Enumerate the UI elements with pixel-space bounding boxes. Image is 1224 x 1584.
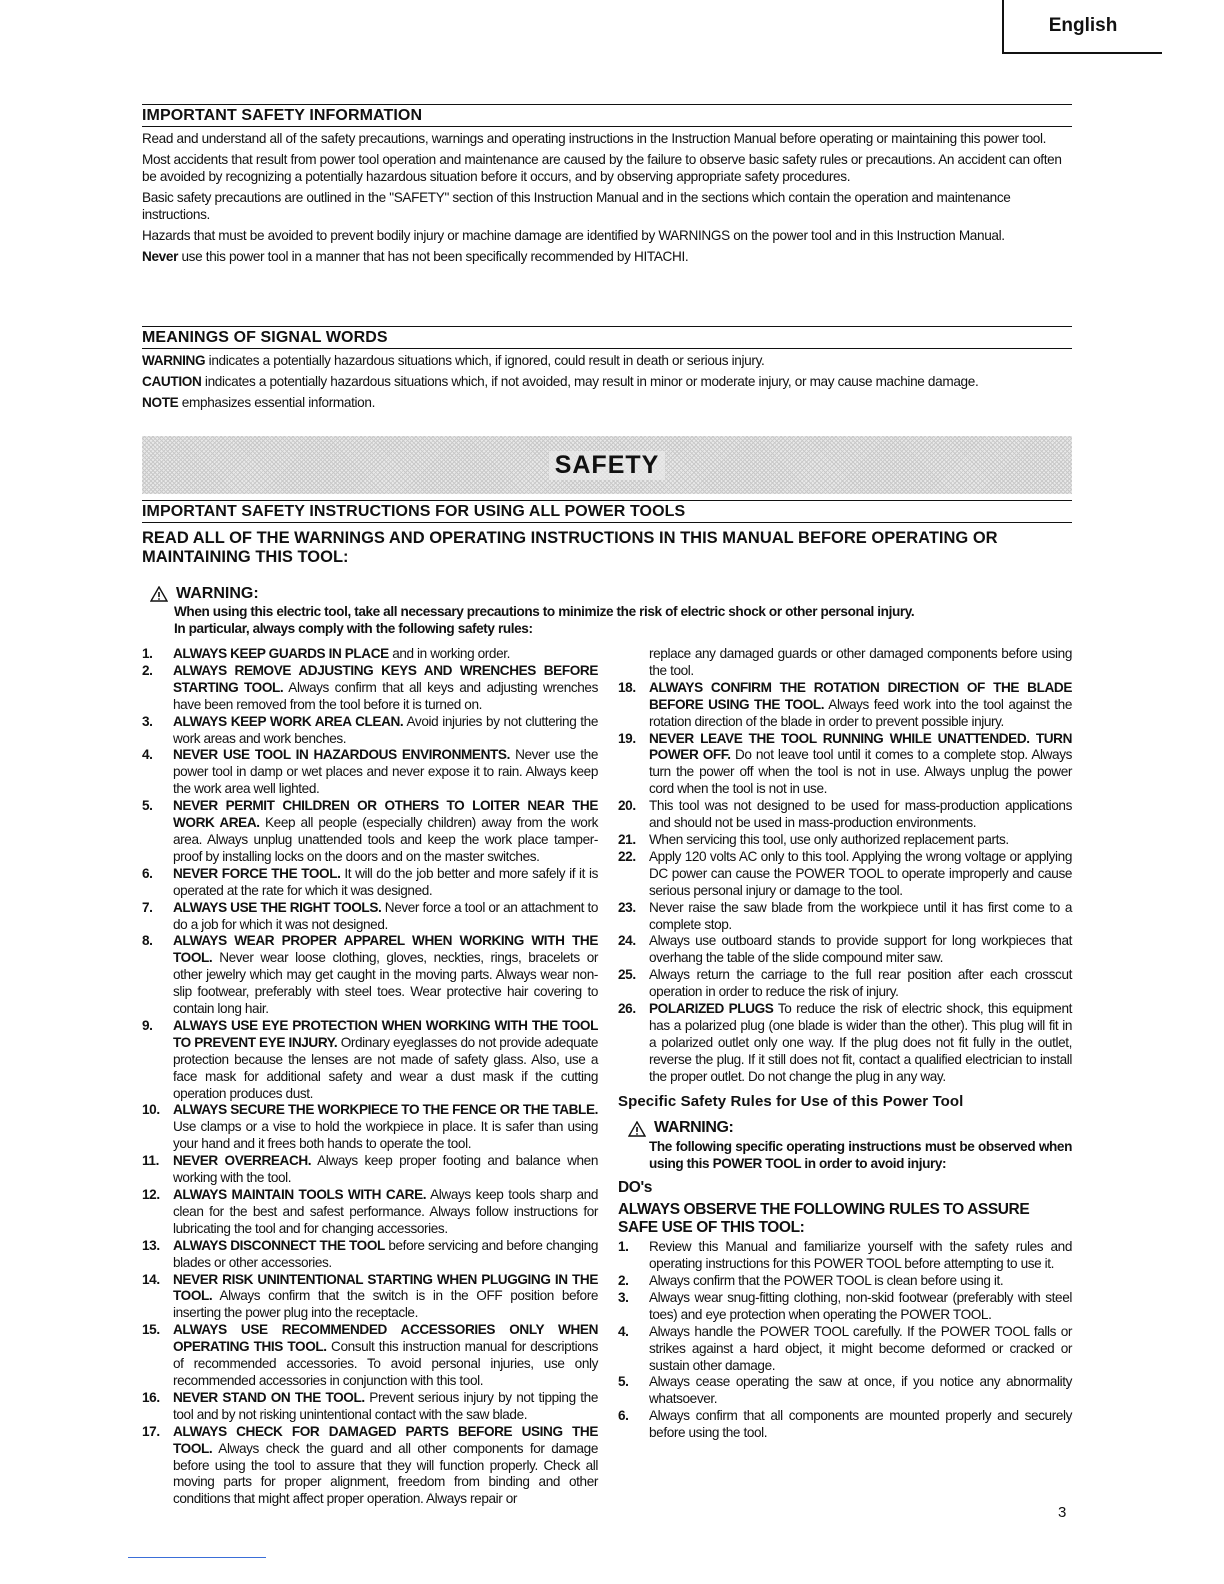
- section-title: MEANINGS OF SIGNAL WORDS: [142, 326, 1072, 349]
- item-number: 2.: [142, 662, 153, 678]
- item-number: 20.: [618, 798, 636, 814]
- item-number: 5.: [142, 798, 153, 814]
- safety-rule-item: [142, 866, 598, 900]
- item-number: 1.: [142, 646, 153, 661]
- safety-rule-item: [618, 900, 1072, 934]
- warning-triangle-icon: [628, 1121, 646, 1137]
- safety-rule-item: [142, 1322, 598, 1390]
- bottom-rule: [128, 1557, 266, 1558]
- paragraph: Hazards that must be avoided to prevent bodily injury or machine damage are identified by WARNINGS on the power tool and in this Instruction Manual.: [142, 228, 1005, 243]
- safety-rule-item: [142, 1272, 598, 1323]
- item-text: [649, 731, 1072, 799]
- item-bold-lead: ALWAYS CONFIRM THE ROTATION DIRECTION OF THE BLADE BEFORE USING THE TOOL.: [649, 679, 1072, 712]
- item-number: 22.: [618, 848, 636, 864]
- signal-note: [142, 394, 1072, 411]
- safety-rule-item: [618, 832, 1072, 849]
- item-number: 25.: [618, 967, 636, 983]
- specific-warning-text: The following specific operating instructions must be observed when using this POWER TOOL in order to avoid injury:: [649, 1139, 1072, 1172]
- item-text: [173, 663, 598, 714]
- right-items-list: [618, 680, 1072, 1086]
- do-rule-item: [618, 1374, 1072, 1408]
- item-text: [649, 798, 1072, 832]
- safety-rule-item: [618, 1001, 1072, 1086]
- warning-label: WARNING:: [654, 1119, 734, 1137]
- important-safety-information-section: [142, 104, 1072, 269]
- item-text: [173, 1390, 598, 1424]
- item-rest: To reduce the risk of electric shock, this equipment has a polarized plug (one blade is wider than the other). This plug will fit in a polarized outlet only one way. If the plug does not fit fully in the outlet, reverse the plug. If it still does not fit, contact a qualified electrician to install the proper outlet. Do not change the plug in any way.: [649, 1001, 1072, 1084]
- item-rest: Apply 120 volts AC only to this tool. Applying the wrong voltage or applying DC power can cause the POWER TOOL to operate improperly and cause serious personal injury or damage to the tool.: [649, 848, 1072, 898]
- item-number: 4.: [142, 747, 153, 763]
- safety-rule-item: [618, 849, 1072, 900]
- item-rest: Never force a tool or an attachment to do a job for which it was not designed.: [173, 899, 598, 932]
- item-bold-lead: NEVER RISK UNINTENTIONAL STARTING WHEN PLUGGING IN THE TOOL.: [173, 1271, 598, 1304]
- item-text: [649, 832, 1072, 849]
- warning-heading: [150, 585, 1072, 603]
- safety-rule-item: [142, 1390, 598, 1424]
- bold-lead: NOTE: [142, 395, 179, 410]
- item-rest: Never wear loose clothing, gloves, neckties, rings, bracelets or other jewelry which may get caught in the moving parts. Always wear non-slip footwear, preferably with steel toes. Wear protective hair covering to contain long hair.: [173, 950, 598, 1017]
- safety-banner: [142, 436, 1072, 494]
- item-rest: When servicing this tool, use only authorized replacement parts.: [649, 831, 1009, 847]
- item-number: 6.: [142, 865, 153, 881]
- dos-heading: DO's: [618, 1179, 652, 1197]
- item-bold-lead: ALWAYS DISCONNECT THE TOOL: [173, 1237, 385, 1253]
- item-text: [173, 1153, 598, 1187]
- item-rest: Keep all people (especially children) away from the work area. Always unplug unattended tools and keep the work place tamper-proof by installing locks on the doors and on the master switches.: [173, 815, 598, 864]
- item-text: [173, 747, 598, 798]
- safety-rule-item: [142, 1424, 598, 1509]
- item-bold-lead: ALWAYS CHECK FOR DAMAGED PARTS BEFORE USING THE TOOL.: [173, 1423, 598, 1456]
- item-rest: Use clamps or a vise to hold the workpiece in place. It is safer than using your hand and it frees both hands to operate the tool.: [173, 1119, 598, 1152]
- item-rest: Always feed work into the tool against the rotation direction of the blade in order to prevent possible injury.: [649, 696, 1073, 729]
- signal-words-section: [142, 326, 1072, 415]
- item-rest: and in working order.: [388, 646, 510, 661]
- item-number: 8.: [142, 933, 153, 949]
- item-text: [649, 849, 1072, 900]
- item-number: 16.: [142, 1389, 160, 1405]
- item-bold-lead: NEVER OVERREACH.: [173, 1153, 312, 1169]
- item-number: 11.: [142, 1153, 159, 1169]
- item-bold-lead: NEVER FORCE THE TOOL.: [173, 865, 341, 881]
- safety-rule-item: [142, 1153, 598, 1187]
- item-rest: Consult this instruction manual for descriptions of recommended accessories. To avoid personal injuries, use only recommended accessories in conjunction with this tool.: [173, 1339, 599, 1388]
- item-bold-lead: ALWAYS WEAR PROPER APPAREL WHEN WORKING WITH THE TOOL.: [173, 933, 598, 966]
- signal-caution: [142, 373, 1072, 390]
- left-column: [142, 646, 598, 1508]
- item-number: 3.: [142, 713, 153, 729]
- safety-rule-item: [142, 663, 598, 714]
- bold-lead: WARNING: [142, 353, 206, 368]
- item-bold-lead: ALWAYS SECURE THE WORKPIECE TO THE FENCE OR THE TABLE.: [173, 1102, 598, 1118]
- safety-rule-item: [142, 900, 598, 934]
- bold-lead: CAUTION: [142, 374, 202, 389]
- safety-rule-item: [142, 933, 598, 1018]
- read-all-heading: READ ALL OF THE WARNINGS AND OPERATING INSTRUCTIONS IN THIS MANUAL BEFORE OPERATING OR MAINTAINING THIS TOOL:: [142, 529, 998, 566]
- do-rule-item: [618, 1290, 1072, 1324]
- item-bold-lead: NEVER LEAVE THE TOOL RUNNING WHILE UNATTENDED. TURN POWER OFF.: [649, 730, 1072, 763]
- item-text: [173, 1424, 598, 1509]
- item-rest: Always use outboard stands to provide support for long workpieces that overhang the table of the slide compound miter saw.: [649, 933, 1072, 966]
- paragraph-rest: indicates a potentially hazardous situations which, if ignored, could result in death or serious injury.: [205, 353, 765, 368]
- do-rule-item: [618, 1408, 1072, 1442]
- warning-text-2: In particular, always comply with the following safety rules:: [174, 621, 533, 636]
- item-number: 10.: [142, 1102, 160, 1118]
- safety-rule-item: [142, 1187, 598, 1238]
- warning-triangle-icon: [150, 586, 168, 602]
- item-number: 26.: [618, 1001, 636, 1017]
- safety-rule-item: [142, 714, 598, 748]
- item-text: Always wear snug-fitting clothing, non-skid footwear (preferably with steel toes) and eye protection when operating the POWER TOOL.: [649, 1289, 1072, 1322]
- item-number: 9.: [142, 1017, 153, 1033]
- language-tab: [1002, 0, 1162, 54]
- item-number: 18.: [618, 679, 636, 695]
- item-bold-lead: ALWAYS USE THE RIGHT TOOLS.: [173, 899, 382, 915]
- item-rest: Avoid injuries by not cluttering the work areas and work benches.: [173, 713, 598, 746]
- item-text: [173, 1018, 598, 1103]
- safety-rule-item: [618, 933, 1072, 967]
- item-number: 7.: [142, 899, 153, 915]
- item-number: 17.: [142, 1423, 160, 1439]
- paragraph: Most accidents that result from power tool operation and maintenance are caused by the failure to observe basic safety rules or precautions. An accident can often be avoided by recognizing a potentially hazardous situation before it occurs, and by observing appropriate safety procedures.: [142, 152, 1062, 184]
- item-bold-lead: ALWAYS USE RECOMMENDED ACCESSORIES ONLY WHEN OPERATING THIS TOOL.: [173, 1322, 598, 1355]
- item-text: [649, 967, 1072, 1001]
- item-bold-lead: POLARIZED PLUGS: [649, 1001, 774, 1017]
- item-number: 12.: [142, 1187, 160, 1202]
- item-rest: Always confirm that all keys and adjusting wrenches have been removed from the tool before it is turned on.: [173, 679, 598, 712]
- item-text: [649, 680, 1072, 731]
- section-title: IMPORTANT SAFETY INFORMATION: [142, 104, 1072, 127]
- item-bold-lead: ALWAYS REMOVE ADJUSTING KEYS AND WRENCHES BEFORE STARTING TOOL.: [173, 662, 598, 695]
- item-bold-lead: ALWAYS KEEP WORK AREA CLEAN.: [173, 713, 404, 729]
- item-rest: This tool was not designed to be used for mass-production applications and should not be used in mass-production environments.: [649, 798, 1072, 831]
- always-observe-heading: ALWAYS OBSERVE THE FOLLOWING RULES TO ASSURE SAFE USE OF THIS TOOL:: [618, 1201, 1030, 1237]
- item-bold-lead: ALWAYS MAINTAIN TOOLS WITH CARE.: [173, 1187, 427, 1202]
- paragraph-rest: emphasizes essential information.: [178, 395, 376, 410]
- item-rest: Never raise the saw blade from the workpiece until it has first come to a complete stop.: [649, 899, 1072, 932]
- item-text: Always cease operating the saw at once, if you notice any abnormality whatsoever.: [649, 1374, 1072, 1407]
- item-text: [173, 1272, 598, 1323]
- safety-rule-item: [618, 680, 1072, 731]
- warning-text-1: When using this electric tool, take all necessary precautions to minimize the risk of electric shock or other personal injury.: [174, 604, 915, 619]
- item-number: 3.: [618, 1289, 629, 1305]
- item-text: [173, 933, 598, 1018]
- item-rest: Always keep tools sharp and clean for the best and safest performance. Always follow instructions for lubricating the tool and for changing accessories.: [173, 1187, 598, 1236]
- paragraph-rest: indicates a potentially hazardous situations which, if not avoided, may result in minor or moderate injury, or may cause machine damage.: [201, 374, 979, 389]
- item-number: 24.: [618, 933, 636, 949]
- item-rest: It will do the job better and more safely if it is operated at the rate for which it was designed.: [173, 865, 598, 898]
- item-bold-lead: NEVER STAND ON THE TOOL.: [173, 1389, 365, 1405]
- safety-rule-item: [618, 798, 1072, 832]
- item-rest: Always keep proper footing and balance when working with the tool.: [173, 1153, 598, 1186]
- item-number: 13.: [142, 1237, 160, 1253]
- safety-instructions-section: [142, 500, 1072, 637]
- safety-rule-item: [142, 798, 598, 866]
- safety-rule-item: [142, 747, 598, 798]
- bold-lead: Never: [142, 249, 179, 264]
- section-title: IMPORTANT SAFETY INSTRUCTIONS FOR USING ALL POWER TOOLS: [142, 500, 1072, 523]
- item-text: [173, 900, 598, 934]
- item-number: 14.: [142, 1271, 160, 1287]
- item-rest: Always confirm that the switch is in the OFF position before inserting the power plug into the receptacle.: [173, 1288, 598, 1321]
- safety-banner-title: SAFETY: [549, 451, 666, 480]
- item-text: [173, 1238, 598, 1272]
- item-rest: Prevent serious injury by not tipping the tool and by not risking unintentional contact with the saw blade.: [173, 1389, 598, 1422]
- safety-rule-item: [142, 1018, 598, 1103]
- item-rest: Always check the guard and all other components for damage before using the tool to assure that they will function properly. Check all moving parts for proper alignment, freedom from binding and other conditions that might affect proper operation. Always repair or: [173, 1440, 598, 1507]
- item-number: 23.: [618, 899, 636, 915]
- item-rest: Never use the power tool in damp or wet places and never expose it to rain. Always keep the work area well lighted.: [173, 747, 598, 797]
- item-bold-lead: ALWAYS USE EYE PROTECTION WHEN WORKING WITH THE TOOL TO PREVENT EYE INJURY.: [173, 1017, 598, 1050]
- item-rest: Always return the carriage to the full rear position after each crosscut operation in order to reduce the risk of injury.: [649, 967, 1072, 1000]
- item-text: [173, 646, 598, 663]
- item-number: 4.: [618, 1323, 629, 1339]
- item-bold-lead: NEVER PERMIT CHILDREN OR OTHERS TO LOITER NEAR THE WORK AREA.: [173, 798, 598, 831]
- do-rule-item: [618, 1324, 1072, 1375]
- item-text: [649, 933, 1072, 967]
- item-text: [173, 1102, 598, 1153]
- paragraph: Basic safety precautions are outlined in the "SAFETY" section of this Instruction Manual and in the sections which contain the operation and maintenance instructions.: [142, 190, 1011, 222]
- item-text: [173, 1322, 598, 1390]
- item-rest: before servicing and before changing blades or other accessories.: [173, 1237, 598, 1270]
- do-rule-item: [618, 1239, 1072, 1273]
- dos-list: [618, 1239, 1072, 1442]
- page-number: 3: [1058, 1504, 1067, 1521]
- item-bold-lead: NEVER USE TOOL IN HAZARDOUS ENVIRONMENTS.: [173, 747, 510, 763]
- item-text: [173, 798, 598, 866]
- item-number: 6.: [618, 1408, 629, 1424]
- item-17-continuation: replace any damaged guards or other damaged components before using the tool.: [649, 646, 1072, 678]
- item-number: 5.: [618, 1374, 629, 1390]
- warning-label: WARNING:: [176, 585, 259, 602]
- item-number: 2.: [618, 1273, 629, 1288]
- paragraph: Read and understand all of the safety precautions, warnings and operating instructions in the Instruction Manual before operating or maintaining this power tool.: [142, 131, 1047, 146]
- item-text: [649, 900, 1072, 934]
- specific-warning-heading: [628, 1120, 1072, 1137]
- item-text: [173, 714, 598, 748]
- right-column: [618, 646, 1072, 1442]
- signal-warning: [142, 352, 1072, 369]
- item-text: [173, 1187, 598, 1238]
- item-text: Always handle the POWER TOOL carefully. If the POWER TOOL falls or strikes against a hard object, it might become deformed or cracked or sustain other damage.: [649, 1323, 1072, 1373]
- item-number: 1.: [618, 1239, 629, 1255]
- item-rest: Ordinary eyeglasses do not provide adequate protection because the lenses are not made of safety glass. Also, use a face mask for additional safety and wear a dust mask if the cutting operation produces dust.: [173, 1034, 598, 1101]
- item-text: Always confirm that all components are mounted properly and securely before using the tool.: [649, 1408, 1072, 1441]
- paragraph-rest: use this power tool in a manner that has not been specifically recommended by HITACHI.: [178, 249, 689, 264]
- safety-rule-item: [142, 1102, 598, 1153]
- safety-rule-item: [142, 1238, 598, 1272]
- item-text: [649, 1001, 1072, 1086]
- safety-rule-item: [618, 967, 1072, 1001]
- safety-rule-item: [142, 646, 598, 663]
- item-rest: Do not leave tool until it comes to a complete stop. Always turn the power off when the tool is not in use. Always unplug the power cord when the tool is not in use.: [649, 747, 1072, 797]
- item-number: 15.: [142, 1322, 160, 1338]
- item-text: Review this Manual and familiarize yourself with the safety rules and operating instructions for this POWER TOOL before attempting to use it.: [649, 1239, 1072, 1272]
- item-number: 21.: [618, 831, 636, 847]
- do-rule-item: [618, 1273, 1072, 1290]
- item-bold-lead: ALWAYS KEEP GUARDS IN PLACE: [173, 646, 389, 661]
- paragraph: [142, 248, 1072, 265]
- item-text: [173, 866, 598, 900]
- item-text: Always confirm that the POWER TOOL is clean before using it.: [649, 1273, 1004, 1288]
- language-label: English: [1048, 15, 1118, 36]
- item-number: 19.: [618, 730, 636, 746]
- specific-rules-title: Specific Safety Rules for Use of this Power Tool: [618, 1092, 964, 1110]
- safety-rule-item: [618, 731, 1072, 799]
